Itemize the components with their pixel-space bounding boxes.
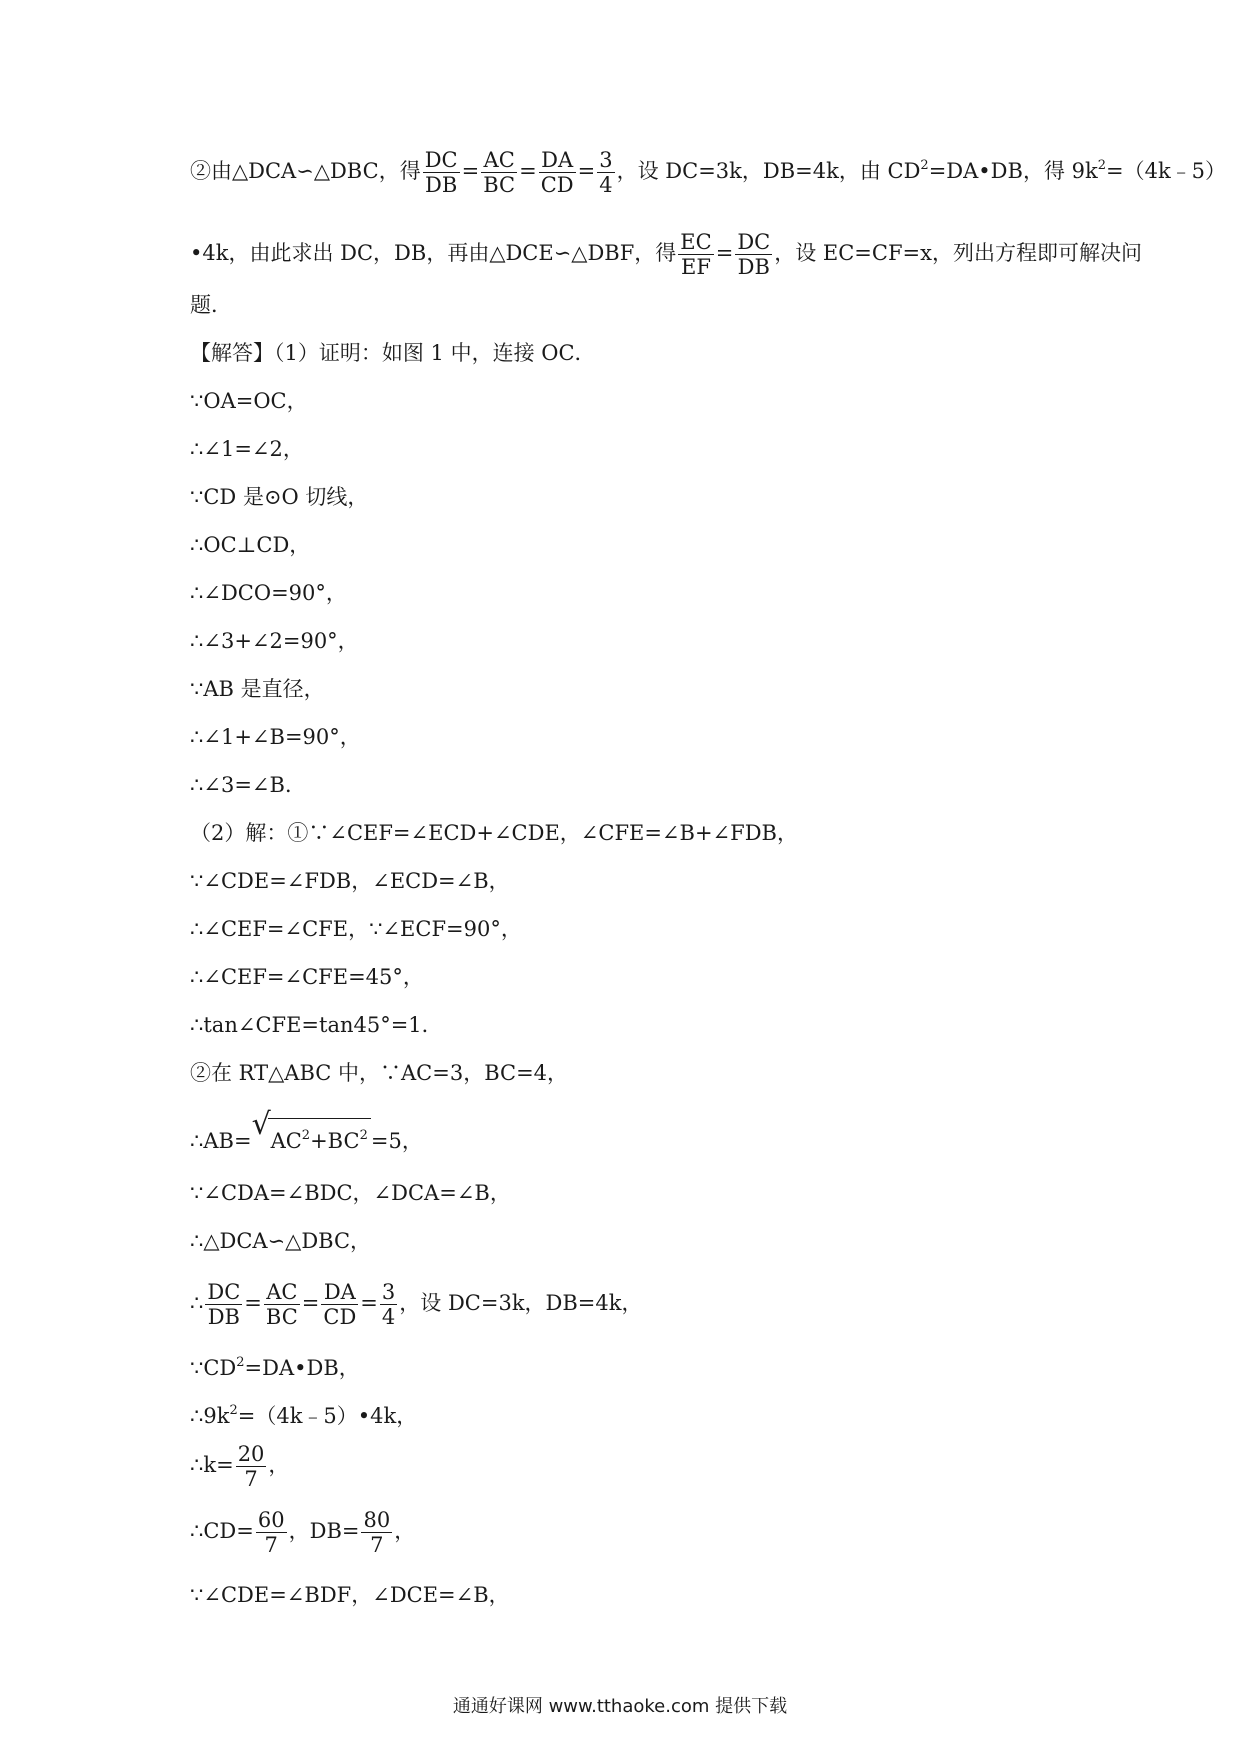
page-footer: 通通好课网 www.tthaoke.com 提供下载 — [452, 1696, 788, 1717]
text-line-8: ∴OC⊥CD， — [190, 533, 311, 557]
square-root: √ $AC^2+BC^2$ — [252, 1118, 371, 1156]
fraction: $\frac{DC}{DB}$ — [737, 230, 771, 279]
fraction: $\frac{AC}{BC}$ — [265, 1280, 298, 1329]
fraction: $\frac{20}{7}$ — [237, 1442, 265, 1491]
fraction: $\frac{DA}{CD}$ — [540, 148, 574, 197]
text-line-6: ∴∠1=∠2， — [190, 437, 304, 461]
text-line-21: ∵∠CDA=∠BDC，∠DCA=∠B， — [190, 1181, 511, 1205]
text-line-17: ∴∠CEF=∠CFE=45°， — [190, 965, 424, 989]
text-line-19: ②在 RT△ABC 中，∵AC=3，BC=4， — [190, 1061, 569, 1085]
text-line-1: ②由△DCA∽△DBC，得 $\frac{DC}{DB}$ = $\frac{AC}{BC}$ = $\frac{DA}{CD}$ = $\frac{3}{4}$ ，设 DC=3k，DB=4k，由 $CD^2=DA•DB$，得 $9k^2=(4k﹣5)$ — [190, 148, 1227, 197]
text-line-2: •4k，由此求出 DC，DB，再由△DCE∽△DBF，得 $\frac{EC}{EF}$ = $\frac{DC}{DB}$ ，设 EC=CF=x，列出方程即可解决问 — [190, 230, 1142, 279]
fraction: $\frac{3}{4}$ — [381, 1280, 396, 1329]
text-line-4: 【解答】（1）证明：如图 1 中，连接 OC． — [190, 341, 596, 365]
fraction: $\frac{EC}{EF}$ — [680, 230, 712, 279]
text-line-13: ∴∠3=∠B． — [190, 773, 306, 797]
text-line-12: ∴∠1+∠B=90°， — [190, 725, 361, 749]
fraction: $\frac{DC}{DB}$ — [207, 1280, 241, 1329]
fraction: $\frac{AC}{BC}$ — [483, 148, 516, 197]
text-line-18: ∴tan∠CFE=tan45°=1． — [190, 1013, 443, 1037]
text-line-20: ∴AB= √ $AC^2+BC^2 =5$， — [190, 1118, 423, 1156]
fraction: $\frac{DA}{CD}$ — [323, 1280, 357, 1329]
text-line-26: ∴k= $\frac{20}{7}$ ， — [190, 1442, 290, 1491]
fraction: $\frac{3}{4}$ — [599, 148, 613, 197]
text-line-16: ∴∠CEF=∠CFE，∵∠ECF=90°， — [190, 917, 522, 941]
text-line-22: ∴△DCA∽△DBC， — [190, 1229, 372, 1253]
text-line-28: ∵∠CDE=∠BDF，∠DCE=∠B， — [190, 1583, 510, 1607]
fraction: $\frac{DC}{DB}$ — [424, 148, 458, 197]
text-line-15: ∵∠CDE=∠FDB，∠ECD=∠B， — [190, 869, 510, 893]
text-line-14: （2）解：①∵∠CEF=∠ECD+∠CDE，∠CFE=∠B+∠FDB， — [190, 821, 798, 845]
fraction: $\frac{80}{7}$ — [363, 1508, 391, 1557]
text-line-5: ∵OA=OC， — [190, 389, 308, 413]
text-line-3: 题． — [190, 293, 232, 317]
fraction: $\frac{60}{7}$ — [257, 1508, 285, 1557]
text-line-24: $\because CD^2=DA•DB$， — [190, 1355, 360, 1380]
text-line-27: ∴CD= $\frac{60}{7}$ ，DB= $\frac{80}{7}$ ， — [190, 1508, 416, 1557]
text-line-11: ∵AB 是直径， — [190, 677, 325, 701]
text-line-7: ∵CD 是⊙O 切线， — [190, 485, 369, 509]
text-line-10: ∴∠3+∠2=90°， — [190, 629, 359, 653]
text-line-9: ∴∠DCO=90°， — [190, 581, 347, 605]
text-line-23: ∴ $\frac{DC}{DB}$ = $\frac{AC}{BC}$ = $\frac{DA}{CD}$ = $\frac{3}{4}$ ，设 DC=3k，DB=4k， — [190, 1280, 643, 1329]
text-line-25: $\therefore 9k^2=(4k﹣5)•4k$， — [190, 1403, 418, 1428]
